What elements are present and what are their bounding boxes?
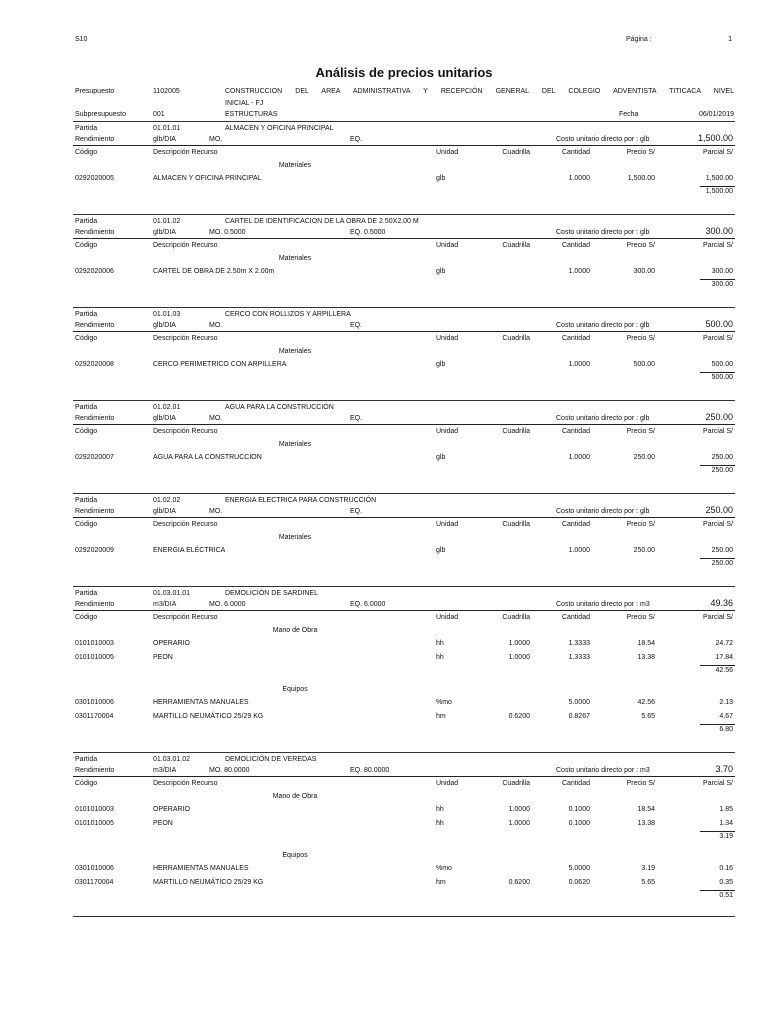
partida-separator xyxy=(73,586,735,587)
resource-codigo: 0292020009 xyxy=(75,547,114,554)
costo-unitario-value: 250.00 xyxy=(705,412,733,422)
resource-unidad: hm xyxy=(436,879,446,886)
column-header-cuadrilla: Cuadrilla xyxy=(502,521,530,528)
column-header-top-rule xyxy=(73,331,735,332)
partida-name: CERCO CON ROLLIZOS Y ARPILLERA xyxy=(225,311,351,318)
rendimiento-unit: glb/DIA xyxy=(153,415,176,422)
partida-label: Partida xyxy=(75,497,98,504)
partida-name: ALMACEN Y OFICINA PRINCIPAL xyxy=(225,125,334,132)
partida-label: Partida xyxy=(75,590,98,597)
resource-descripcion: HERRAMIENTAS MANUALES xyxy=(153,699,249,706)
resource-descripcion: HERRAMIENTAS MANUALES xyxy=(153,865,249,872)
column-header-descripcion: Descripción Recurso xyxy=(153,521,218,528)
rendimiento-label: Rendimiento xyxy=(75,229,115,236)
subpresupuesto-code: 001 xyxy=(153,111,165,118)
group-subtotal: 6.80 xyxy=(719,726,733,733)
column-header-descripcion: Descripción Recurso xyxy=(153,149,218,156)
page-title: Análisis de precios unitarios xyxy=(315,65,493,80)
group-subtotal: 3.19 xyxy=(719,833,733,840)
resource-cantidad: 5.0000 xyxy=(568,699,590,706)
rendimiento-eq: EQ. xyxy=(350,508,363,515)
partida-name: CARTEL DE IDENTIFICACION DE LA OBRA DE 2.50X2.00 M xyxy=(225,218,419,225)
partida-separator xyxy=(73,752,735,753)
subpresupuesto-label: Subpresupuesto xyxy=(75,111,126,118)
resource-cuadrilla: 1.0000 xyxy=(508,640,530,647)
costo-unitario-value: 300.00 xyxy=(705,226,733,236)
resource-descripcion: CERCO PERIMETRICO CON ARPILLERA xyxy=(153,361,287,368)
group-subtotal: 250.00 xyxy=(711,467,733,474)
column-header-top-rule xyxy=(73,517,735,518)
rendimiento-unit: glb/DIA xyxy=(153,508,176,515)
rendimiento-mo: MO. 80.0000 xyxy=(209,767,250,774)
resource-parcial: 4.67 xyxy=(719,713,733,720)
column-header-unidad: Unidad xyxy=(436,242,459,249)
partida-code: 01.01.03 xyxy=(153,311,181,318)
rendimiento-label: Rendimiento xyxy=(75,601,115,608)
resource-codigo: 0101010003 xyxy=(75,640,114,647)
resource-codigo: 0292020008 xyxy=(75,361,114,368)
partida-label: Partida xyxy=(75,125,98,132)
resource-descripcion: PEON xyxy=(153,654,173,661)
resource-unidad: glb xyxy=(436,454,446,461)
resource-parcial: 0.35 xyxy=(719,879,733,886)
partida-separator xyxy=(73,400,735,401)
costo-unitario-value: 3.70 xyxy=(715,764,733,774)
partida-label: Partida xyxy=(75,311,98,318)
resource-cantidad: 0.8267 xyxy=(568,713,590,720)
column-header-codigo: Código xyxy=(75,149,98,156)
resource-group-title: Mano de Obra xyxy=(272,793,318,800)
rendimiento-mo: MO. xyxy=(209,322,223,329)
partida-label: Partida xyxy=(75,404,98,411)
resource-parcial: 1.34 xyxy=(719,820,733,827)
column-header-cantidad: Cantidad xyxy=(561,428,590,435)
column-header-cuadrilla: Cuadrilla xyxy=(502,428,530,435)
resource-codigo: 0101010005 xyxy=(75,654,114,661)
partida-code: 01.02.01 xyxy=(153,404,181,411)
resource-codigo: 0292020005 xyxy=(75,175,114,182)
resource-cantidad: 0.0620 xyxy=(568,879,590,886)
page-label: Página : xyxy=(626,36,652,43)
rendimiento-label: Rendimiento xyxy=(75,415,115,422)
column-header-codigo: Código xyxy=(75,335,98,342)
rendimiento-eq: EQ. 6.0000 xyxy=(350,601,386,608)
final-separator xyxy=(73,916,735,917)
resource-descripcion: ALMACEN Y OFICINA PRINCIPAL xyxy=(153,175,262,182)
report-corner-code: S10 xyxy=(75,36,88,43)
resource-codigo: 0301170004 xyxy=(75,713,114,720)
subpresupuesto-description: ESTRUCTURAS xyxy=(225,111,278,118)
partida-label: Partida xyxy=(75,756,98,763)
rendimiento-mo: MO. 0.5000 xyxy=(209,229,246,236)
group-subtotal: 250.00 xyxy=(711,560,733,567)
subtotal-rule xyxy=(700,890,735,891)
resource-cuadrilla: 1.0000 xyxy=(508,654,530,661)
partida-code: 01.03.01.01 xyxy=(153,590,190,597)
partida-name: AGUA PARA LA CONSTRUCCIÓN xyxy=(225,404,334,411)
costo-unitario-label: Costo unitario directo por : glb xyxy=(556,229,650,236)
partida-name: ENERGIA ELECTRICA PARA CONSTRUCCIÓN xyxy=(225,497,377,504)
column-header-parcial: Parcial S/ xyxy=(703,428,733,435)
group-subtotal: 1,500.00 xyxy=(705,188,733,195)
column-header-codigo: Código xyxy=(75,521,98,528)
resource-precio: 13.38 xyxy=(637,820,655,827)
resource-group-title: Materiales xyxy=(278,162,312,169)
column-header-unidad: Unidad xyxy=(436,428,459,435)
resource-unidad: hh xyxy=(436,654,444,661)
resource-precio: 3.19 xyxy=(641,865,655,872)
resource-parcial: 1.85 xyxy=(719,806,733,813)
resource-descripcion: MARTILLO NEUMÁTICO 25/29 KG xyxy=(153,879,264,886)
partida-code: 01.02.02 xyxy=(153,497,181,504)
resource-parcial: 17.84 xyxy=(715,654,733,661)
rendimiento-eq: EQ. 80.0000 xyxy=(350,767,390,774)
rendimiento-mo: MO. xyxy=(209,508,223,515)
column-header-unidad: Unidad xyxy=(436,521,459,528)
column-header-cantidad: Cantidad xyxy=(561,149,590,156)
column-header-cantidad: Cantidad xyxy=(561,614,590,621)
resource-unidad: glb xyxy=(436,268,446,275)
subtotal-rule xyxy=(700,372,735,373)
column-header-parcial: Parcial S/ xyxy=(703,242,733,249)
resource-unidad: glb xyxy=(436,175,446,182)
resource-cantidad: 1.0000 xyxy=(568,175,590,182)
resource-descripcion: OPERARIO xyxy=(153,806,190,813)
group-subtotal: 500.00 xyxy=(711,374,733,381)
resource-descripcion: PEON xyxy=(153,820,173,827)
resource-unidad: hh xyxy=(436,820,444,827)
partida-label: Partida xyxy=(75,218,98,225)
partida-code: 01.03.01.02 xyxy=(153,756,190,763)
partida-separator xyxy=(73,307,735,308)
costo-unitario-label: Costo unitario directo por : m3 xyxy=(556,601,650,608)
column-header-parcial: Parcial S/ xyxy=(703,521,733,528)
column-header-unidad: Unidad xyxy=(436,335,459,342)
resource-unidad: %mo xyxy=(436,865,452,872)
resource-codigo: 0301170004 xyxy=(75,879,114,886)
rendimiento-eq: EQ. xyxy=(350,322,363,329)
partida-name: DEMOLICIÓN DE SARDINEL xyxy=(225,590,318,597)
costo-unitario-value: 1,500.00 xyxy=(697,133,733,143)
column-header-cuadrilla: Cuadrilla xyxy=(502,242,530,249)
column-header-descripcion: Descripción Recurso xyxy=(153,242,218,249)
rendimiento-mo: MO. xyxy=(209,415,223,422)
partida-separator xyxy=(73,493,735,494)
resource-cuadrilla: 0.6200 xyxy=(508,879,530,886)
costo-unitario-value: 49.36 xyxy=(710,598,733,608)
fecha-value: 06/01/2019 xyxy=(698,111,734,118)
column-header-descripcion: Descripción Recurso xyxy=(153,614,218,621)
column-header-cantidad: Cantidad xyxy=(561,335,590,342)
column-header-top-rule xyxy=(73,238,735,239)
resource-unidad: hm xyxy=(436,713,446,720)
resource-parcial: 0.16 xyxy=(719,865,733,872)
resource-group-title: Equipos xyxy=(282,852,308,859)
resource-cuadrilla: 1.0000 xyxy=(508,820,530,827)
resource-group-title: Equipos xyxy=(282,686,308,693)
rendimiento-label: Rendimiento xyxy=(75,767,115,774)
resource-cantidad: 1.3333 xyxy=(568,640,590,647)
subtotal-rule xyxy=(700,558,735,559)
resource-descripcion: CARTEL DE OBRA DE 2.50m X 2.00m xyxy=(153,268,275,275)
rendimiento-unit: m3/DIA xyxy=(153,767,177,774)
column-header-top-rule xyxy=(73,424,735,425)
resource-parcial: 2.13 xyxy=(719,699,733,706)
resource-precio: 5.65 xyxy=(641,879,655,886)
resource-precio: 18.54 xyxy=(637,806,655,813)
column-header-precio: Precio S/ xyxy=(626,521,655,528)
costo-unitario-label: Costo unitario directo por : glb xyxy=(556,136,650,143)
rendimiento-label: Rendimiento xyxy=(75,136,115,143)
column-header-unidad: Unidad xyxy=(436,149,459,156)
column-header-parcial: Parcial S/ xyxy=(703,614,733,621)
column-header-cuadrilla: Cuadrilla xyxy=(502,335,530,342)
resource-parcial: 250.00 xyxy=(711,454,733,461)
column-header-precio: Precio S/ xyxy=(626,149,655,156)
column-header-codigo: Código xyxy=(75,242,98,249)
resource-cantidad: 5.0000 xyxy=(568,865,590,872)
column-header-top-rule xyxy=(73,610,735,611)
column-header-precio: Precio S/ xyxy=(626,428,655,435)
resource-cantidad: 0.1000 xyxy=(568,806,590,813)
subtotal-rule xyxy=(700,186,735,187)
rendimiento-mo: MO. xyxy=(209,136,223,143)
rendimiento-unit: glb/DIA xyxy=(153,136,176,143)
column-header-top-rule xyxy=(73,145,735,146)
presupuesto-description: CONSTRUCCION DEL AREA ADMINISTRATIVA Y RECEPCIÓN GENERAL DEL COLEGIO ADVENTISTA TITICACA NIVEL xyxy=(225,88,734,95)
costo-unitario-value: 250.00 xyxy=(705,505,733,515)
column-header-precio: Precio S/ xyxy=(626,780,655,787)
resource-cantidad: 1.0000 xyxy=(568,547,590,554)
resource-cantidad: 0.1000 xyxy=(568,820,590,827)
page-number: 1 xyxy=(728,36,732,43)
resource-descripcion: OPERARIO xyxy=(153,640,190,647)
rendimiento-unit: glb/DIA xyxy=(153,322,176,329)
rendimiento-label: Rendimiento xyxy=(75,322,115,329)
resource-cuadrilla: 1.0000 xyxy=(508,806,530,813)
resource-precio: 500.00 xyxy=(633,361,655,368)
resource-group-title: Materiales xyxy=(278,441,312,448)
rendimiento-eq: EQ. xyxy=(350,136,363,143)
resource-parcial: 24.72 xyxy=(715,640,733,647)
resource-unidad: hh xyxy=(436,806,444,813)
resource-group-title: Mano de Obra xyxy=(272,627,318,634)
resource-codigo: 0301010006 xyxy=(75,865,114,872)
rendimiento-mo: MO. 6.0000 xyxy=(209,601,246,608)
rendimiento-unit: m3/DIA xyxy=(153,601,177,608)
resource-descripcion: MARTILLO NEUMÁTICO 25/29 KG xyxy=(153,713,264,720)
rendimiento-unit: glb/DIA xyxy=(153,229,176,236)
rendimiento-eq: EQ. xyxy=(350,415,363,422)
resource-precio: 5.65 xyxy=(641,713,655,720)
rendimiento-label: Rendimiento xyxy=(75,508,115,515)
presupuesto-description-line2: INICIAL - FJ xyxy=(225,100,264,107)
resource-unidad: glb xyxy=(436,547,446,554)
resource-codigo: 0292020006 xyxy=(75,268,114,275)
resource-precio: 300.00 xyxy=(633,268,655,275)
resource-group-title: Materiales xyxy=(278,255,312,262)
resource-cantidad: 1.0000 xyxy=(568,268,590,275)
subtotal-rule xyxy=(700,279,735,280)
column-header-top-rule xyxy=(73,776,735,777)
presupuesto-code: 1102005 xyxy=(153,88,180,95)
resource-unidad: %mo xyxy=(436,699,452,706)
partida-separator xyxy=(73,121,735,122)
column-header-parcial: Parcial S/ xyxy=(703,335,733,342)
column-header-unidad: Unidad xyxy=(436,780,459,787)
column-header-codigo: Código xyxy=(75,428,98,435)
fecha-label: Fecha xyxy=(619,111,639,118)
resource-precio: 1,500.00 xyxy=(627,175,655,182)
column-header-unidad: Unidad xyxy=(436,614,459,621)
column-header-descripcion: Descripción Recurso xyxy=(153,335,218,342)
partida-code: 01.01.02 xyxy=(153,218,181,225)
column-header-parcial: Parcial S/ xyxy=(703,780,733,787)
resource-parcial: 500.00 xyxy=(711,361,733,368)
column-header-descripcion: Descripción Recurso xyxy=(153,780,218,787)
resource-unidad: hh xyxy=(436,640,444,647)
column-header-codigo: Código xyxy=(75,614,98,621)
costo-unitario-value: 500.00 xyxy=(705,319,733,329)
resource-precio: 13.38 xyxy=(637,654,655,661)
partida-name: DEMOLICIÓN DE VEREDAS xyxy=(225,756,317,763)
resource-codigo: 0301010006 xyxy=(75,699,114,706)
partida-code: 01.01.01 xyxy=(153,125,181,132)
column-header-descripcion: Descripción Recurso xyxy=(153,428,218,435)
resource-precio: 250.00 xyxy=(633,547,655,554)
rendimiento-eq: EQ. 0.5000 xyxy=(350,229,386,236)
subtotal-rule xyxy=(700,665,735,666)
resource-descripcion: ENERGIA ELÉCTRICA xyxy=(153,547,226,554)
subtotal-rule xyxy=(700,831,735,832)
column-header-cuadrilla: Cuadrilla xyxy=(502,149,530,156)
resource-parcial: 250.00 xyxy=(711,547,733,554)
resource-cantidad: 1.0000 xyxy=(568,454,590,461)
group-subtotal: 0.51 xyxy=(719,892,733,899)
resource-codigo: 0101010005 xyxy=(75,820,114,827)
resource-descripcion: AGUA PARA LA CONSTRUCCION xyxy=(153,454,262,461)
column-header-codigo: Código xyxy=(75,780,98,787)
partida-separator xyxy=(73,214,735,215)
group-subtotal: 42.56 xyxy=(715,667,733,674)
resource-parcial: 300.00 xyxy=(711,268,733,275)
costo-unitario-label: Costo unitario directo por : glb xyxy=(556,508,650,515)
resource-codigo: 0101010003 xyxy=(75,806,114,813)
column-header-cuadrilla: Cuadrilla xyxy=(502,614,530,621)
resource-cantidad: 1.3333 xyxy=(568,654,590,661)
column-header-cantidad: Cantidad xyxy=(561,780,590,787)
subtotal-rule xyxy=(700,465,735,466)
resource-precio: 250.00 xyxy=(633,454,655,461)
group-subtotal: 300.00 xyxy=(711,281,733,288)
resource-group-title: Materiales xyxy=(278,348,312,355)
column-header-cantidad: Cantidad xyxy=(561,521,590,528)
resource-unidad: glb xyxy=(436,361,446,368)
costo-unitario-label: Costo unitario directo por : m3 xyxy=(556,767,650,774)
column-header-precio: Precio S/ xyxy=(626,335,655,342)
column-header-cuadrilla: Cuadrilla xyxy=(502,780,530,787)
resource-precio: 18.54 xyxy=(637,640,655,647)
column-header-precio: Precio S/ xyxy=(626,614,655,621)
resource-precio: 42.56 xyxy=(637,699,655,706)
subtotal-rule xyxy=(700,724,735,725)
resource-cantidad: 1.0000 xyxy=(568,361,590,368)
column-header-precio: Precio S/ xyxy=(626,242,655,249)
costo-unitario-label: Costo unitario directo por : glb xyxy=(556,322,650,329)
costo-unitario-label: Costo unitario directo por : glb xyxy=(556,415,650,422)
resource-group-title: Materiales xyxy=(278,534,312,541)
resource-cuadrilla: 0.6200 xyxy=(508,713,530,720)
resource-parcial: 1,500.00 xyxy=(705,175,733,182)
column-header-parcial: Parcial S/ xyxy=(703,149,733,156)
column-header-cantidad: Cantidad xyxy=(561,242,590,249)
presupuesto-label: Presupuesto xyxy=(75,88,115,95)
resource-codigo: 0292020007 xyxy=(75,454,114,461)
